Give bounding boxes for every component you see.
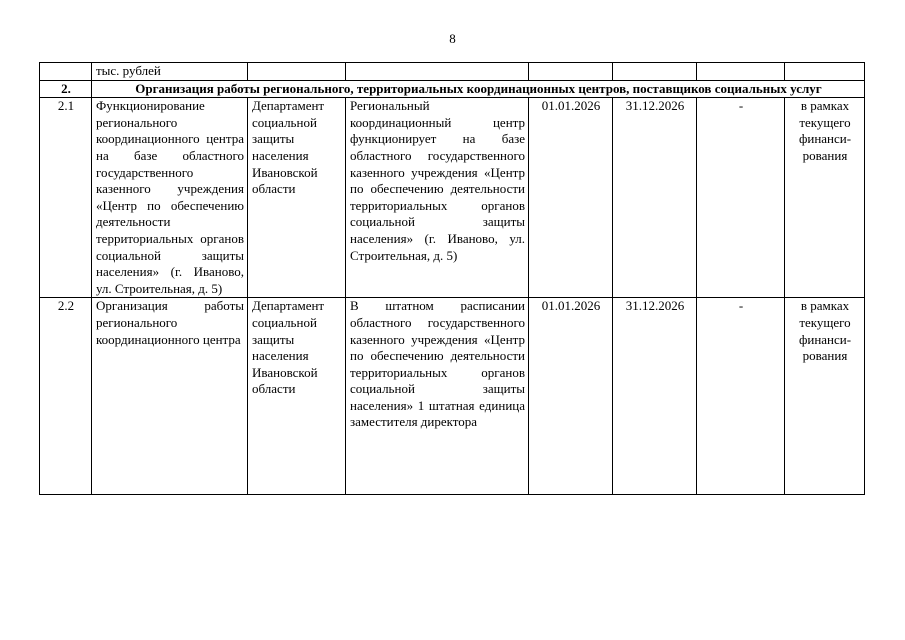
start-date [529,298,613,495]
expected-result [346,298,529,495]
table-cell [785,63,865,81]
activity-plan-table [39,62,865,495]
table-row [40,98,865,298]
row-number: 2.1 [40,98,92,298]
section-number: 2. [40,80,92,98]
section-header-row [40,80,865,98]
funding-amount: - [697,98,785,298]
end-date: 31.12.2026 [613,98,697,298]
expected-result: Региональный координационный центр функционирует на базе областного государственного казенного учреждения «Центр по обеспечению деятельности территориальных органов социальной защиты населения» (г. Иваново, ул. Строительная, д. 5) [346,98,529,298]
cell-clip: 01.01.2026 [541,298,601,314]
cell-clip: В штатном расписании областного государственного казенного учреждения «Центр по обеспечению деятельности территориальных органов социальной защиты населения» 1 штатная единица заместителя директора [350,298,525,430]
table-cell [697,63,785,81]
activity-description [92,298,248,495]
table-row [40,298,865,495]
activity-description: Функционирование регионального координационного центра на базе областного государственного казенного учреждения «Центр по обеспечению деятельности территориальных органов социальной защиты населения» (г. Иваново, ул. Строительная, д. 5) [92,98,248,298]
cell-clip: Организация работы регионального координационного центра [96,298,244,347]
end-date [613,298,697,495]
responsible-department [248,298,346,495]
start-date: 01.01.2026 [529,98,613,298]
table-continuation-row [40,63,865,81]
unit-label: тыс. рублей [92,63,248,81]
table-cell [613,63,697,81]
row-number [40,298,92,495]
table-cell [40,63,92,81]
cell-clip: 31.12.2026 [625,298,685,314]
cell-clip: 2.2 [57,298,75,314]
page-number: 8 [449,31,456,46]
table-cell [346,63,529,81]
funding-amount [697,298,785,495]
financing-source [785,298,865,495]
section-title: Организация работы регионального, территориальных координационных центров, поставщиков социальных услуг [92,80,865,98]
cell-clip: - [738,298,744,314]
financing-source: в рамках текущего финанси-рования [785,98,865,298]
cell-clip: Департамент социальной защиты населения Ивановской области [252,298,325,397]
table-cell [248,63,346,81]
cell-clip: в рамках текущего финанси-рования [798,298,852,364]
table-cell [529,63,613,81]
responsible-department: Департамент социальной защиты населения Ивановской области [248,98,346,298]
